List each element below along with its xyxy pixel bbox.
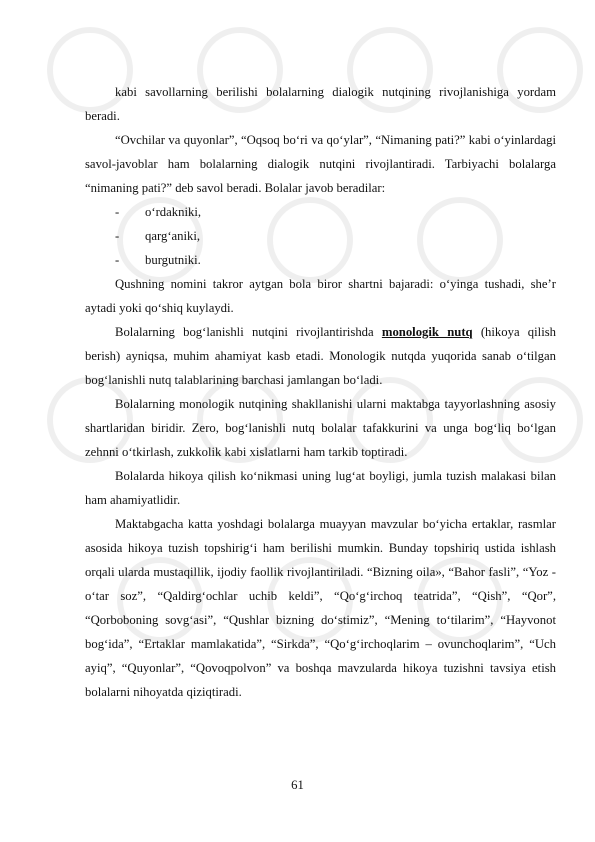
list-item-text: o‘rdakniki, [145,205,202,219]
list-item-text: qarg‘aniki, [145,229,201,243]
example-paragraph: “Ovchilar va quyonlar”, “Oqsoq bo‘ri va qo‘ylar”, “Nimaning pati?” kabi o‘yinlardagi savol-javoblar ham bolalarning dialogik nutqini rivojlantiradi. Tarbiyachi bolalarga “nimaning pati?” deb savol beradi. Bolalar javob beradilar: [85,133,556,195]
school-paragraph: Bolalarning monologik nutqining shakllanishi ularni maktabga tayyorlashning asosiy shartlaridan biridir. Zero, bog‘lanishli nutq bolalar tafakkurini va unga bog‘liq bo‘lgan zehnni o‘tkirlash, zukkolik kabi xislatlarni ham tarkib toptiradi. [85,397,556,459]
list-item-text: burgutniki. [145,253,201,267]
list-item [85,248,556,272]
list-dash: - [115,253,120,267]
preschool-paragraph: Maktabgacha katta yoshdagi bolalarga muayyan mavzular bo‘yicha ertaklar, rasmlar asosida hikoya tuzish topshirig‘i ham berilishi mumkin. Bunday topshiriq ustida ishlash orqali ularda mustaqillik, ijodiy faollik rivojlantiriladi. “Bizning oila», “Bahor fasli”, “Yoz - o‘tar soz”, “Qaldirg‘ochlar uchib keldi”, “Qo‘g‘irchoq teatrida”, “Qish”, “Qor”, “Qorboboning sovg‘asi”, “Qushlar bizning do‘stimiz”, “Mening to‘tilarim”, “Hayvonot bog‘ida”, “Ertaklar mamlakatida”, “Sirkda”, “Qo‘g‘irchoqlarim – ovunchoqlarim”, “Uch ayiq”, “Quyonlar”, “Qovoqpolvon” va boshqa mavzularda hikoya tuzishni tavsiya etish bolalarni nihoyatda qiziqtiradi. [85,517,556,699]
bird-paragraph: Qushning nomini takror aytgan bola biror shartni bajaradi: o‘yinga tushadi, she’r aytadi yoki qo‘shiq kuylaydi. [85,277,556,315]
monolog-text-before: Bolalarning bog‘lanishli nutqini rivojlantirishda [115,325,382,339]
list-item [85,224,556,248]
list-item [85,200,556,224]
monolog-term-link[interactable]: monologik nutq [381,325,473,339]
story-paragraph: Bolalarda hikoya qilish ko‘nikmasi uning lug‘at boyligi, jumla tuzish malakasi bilan ham ahamiyatlidir. [85,469,556,507]
document-body [85,80,556,704]
list-dash: - [115,229,120,243]
page-number: 61 [291,778,304,792]
monolog-paragraph [85,320,556,392]
monolog-text-after: (hikoya qilish berish) ayniqsa, muhim ahamiyat kasb etadi. Monologik nutqda yuqorida sanab o‘tilgan bog‘lanishli nutq talablarining barchasi jamlangan bo‘ladi. [85,325,557,387]
answer-list [85,200,556,272]
intro-paragraph: kabi savollarning berilishi bolalarning dialogik nutqining rivojlanishiga yordam beradi. [85,85,556,123]
list-dash: - [115,205,120,219]
